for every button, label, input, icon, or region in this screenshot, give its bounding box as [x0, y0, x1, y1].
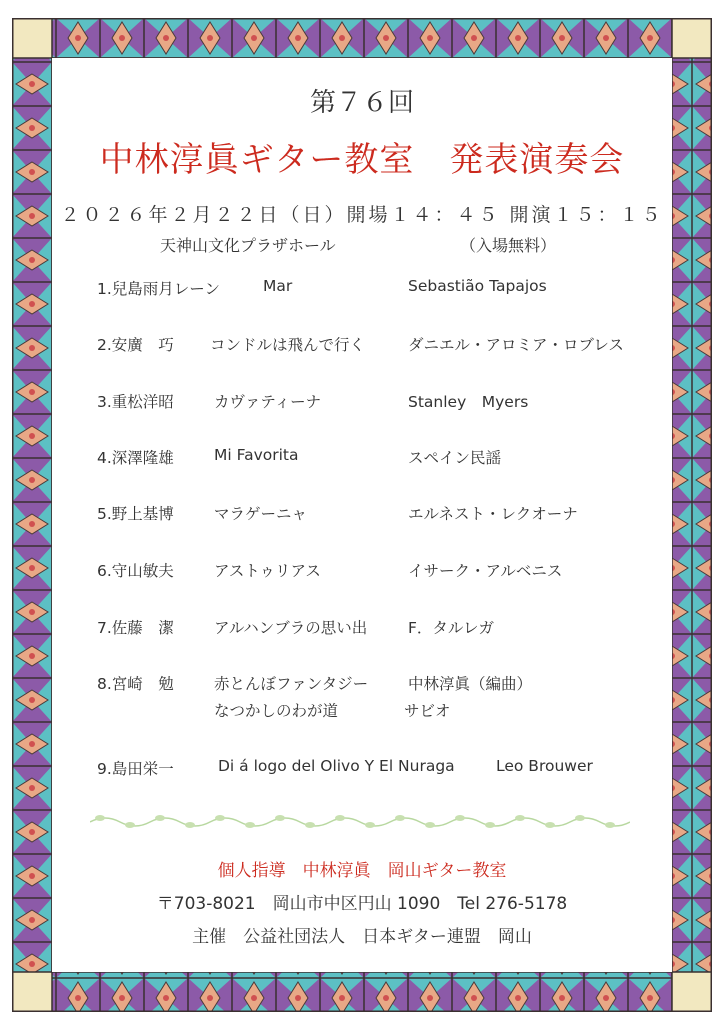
composer-name: Stanley Myers: [408, 393, 529, 411]
composer-name: サビオ: [404, 702, 451, 720]
performer-name: 4.深澤隆雄: [97, 449, 174, 467]
admission-note: （入場無料）: [460, 236, 557, 255]
piece-title: コンドルは飛んで行く: [210, 336, 366, 354]
instructor-line: 個人指導 中林淳眞 岡山ギター教室: [217, 861, 507, 881]
piece-title: Mi Favorita: [214, 446, 299, 464]
piece-title: Di á logo del Olivo Y El Nuraga: [218, 757, 455, 775]
piece-title: マラゲーニャ: [214, 505, 308, 523]
performer-name: 2.安廣 巧: [97, 336, 174, 354]
performer-name: 9.島田栄一: [97, 760, 174, 778]
piece-title: 赤とんぼファンタジー: [214, 675, 369, 693]
composer-name: 中林淳眞（編曲）: [408, 675, 533, 693]
vine-divider: [90, 810, 630, 832]
venue-name: 天神山文化プラザホール: [160, 236, 336, 255]
composer-name: ダニエル・アロミア・ロブレス: [408, 336, 624, 354]
composer-name: Sebastião Tapajos: [408, 277, 547, 295]
performer-name: 5.野上基博: [97, 505, 174, 523]
piece-title: アルハンブラの思い出: [214, 619, 368, 637]
composer-name: Leo Brouwer: [496, 757, 593, 775]
edition-number: 第７６回: [309, 88, 414, 118]
piece-title: Mar: [263, 277, 293, 295]
composer-name: F．タルレガ: [408, 619, 495, 637]
address-line: 〒703-8021 岡山市中区円山 1090 Tel 276-5178: [156, 894, 568, 914]
performer-name: 7.佐藤 潔: [97, 619, 174, 637]
composer-name: イサーク・アルベニス: [408, 562, 563, 580]
event-datetime: ２０２６年２月２２日（日）開場１４：４５ 開演１５：１５: [60, 204, 664, 226]
composer-name: エルネスト・レクオーナ: [408, 505, 578, 523]
performer-name: 3.重松洋昭: [97, 393, 174, 411]
performer-name: 1.兒島雨月レーン: [97, 280, 220, 298]
page-title: 中林淳眞ギター教室 発表演奏会: [99, 140, 625, 180]
host-line: 主催 公益社団法人 日本ギター連盟 岡山: [192, 927, 532, 947]
performer-name: 6.守山敏夫: [97, 562, 174, 580]
composer-name: スペイン民謡: [408, 449, 502, 467]
piece-title: なつかしのわが道: [214, 702, 339, 720]
piece-title: カヴァティーナ: [214, 393, 322, 411]
performer-name: 8.宮崎 勉: [97, 675, 174, 693]
piece-title: アストゥリアス: [214, 562, 321, 580]
